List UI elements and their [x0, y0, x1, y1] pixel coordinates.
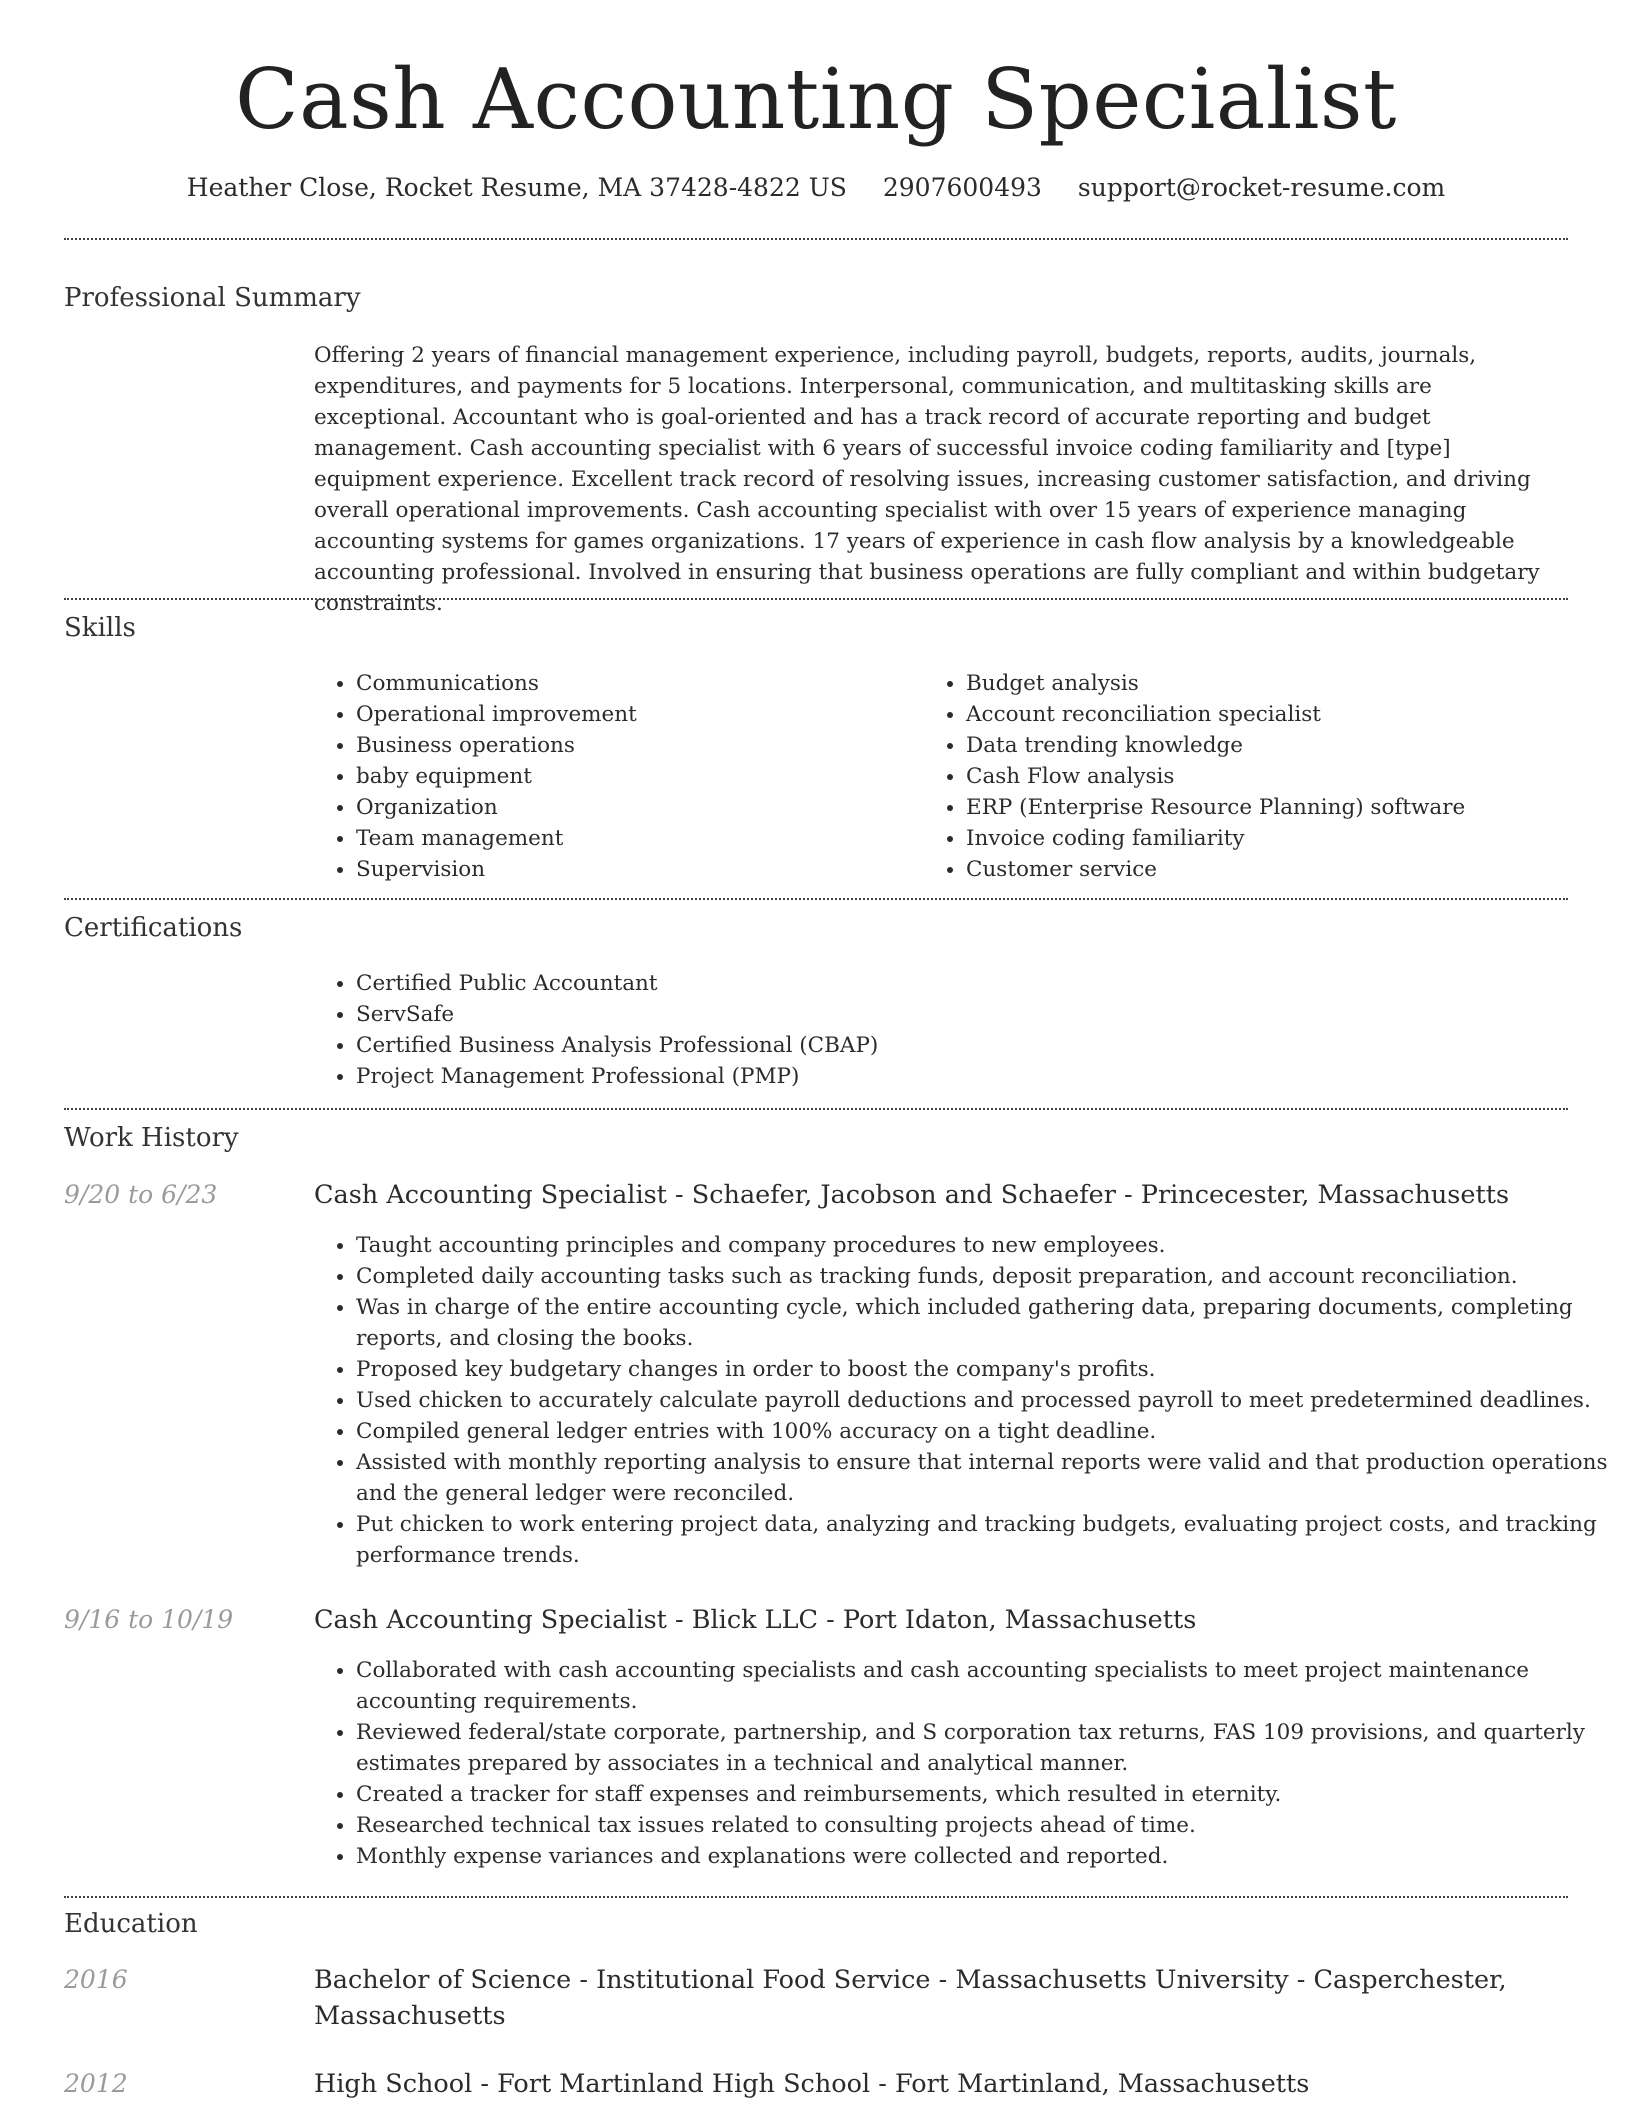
job-role: Cash Accounting Specialist: [314, 1605, 667, 1635]
job-bullets: [312, 1230, 1612, 1571]
section-divider: [64, 1896, 1568, 1898]
job-bullet: • Assisted with monthly reporting analysis to ensure that internal reports were valid and that production operations and the general ledger were reconciled.: [356, 1447, 1612, 1509]
section-title-summary: Professional Summary: [64, 283, 361, 313]
job-location: Princecester, Massachusetts: [1140, 1180, 1510, 1210]
skill-item: • Communications: [356, 668, 916, 699]
certification-item: • ServSafe: [356, 999, 1606, 1030]
job-dates: 9/20 to 6/23: [64, 1180, 218, 1209]
skill-item: • Customer service: [966, 854, 1606, 885]
skill-item: • Budget analysis: [966, 668, 1606, 699]
skill-item: • ERP (Enterprise Resource Planning) software: [966, 792, 1606, 823]
job-bullet: • Researched technical tax issues related to consulting projects ahead of time.: [356, 1810, 1612, 1841]
education-location: Fort Martinland, Massachusetts: [894, 2069, 1310, 2099]
skill-item: • Cash Flow analysis: [966, 761, 1606, 792]
education-heading: Bachelor of Science - Institutional Food Service - Massachusetts University - Casperchester, Massachusetts: [314, 1965, 1507, 2031]
certification-item: • Certified Business Analysis Professional (CBAP): [356, 1030, 1606, 1061]
job-role: Cash Accounting Specialist: [314, 1180, 667, 1210]
skill-item: • Operational improvement: [356, 699, 916, 730]
job-bullets: [312, 1655, 1612, 1872]
job-bullet: • Used chicken to accurately calculate payroll deductions and processed payroll to meet predetermined deadlines.: [356, 1385, 1612, 1416]
skill-item: • baby equipment: [356, 761, 916, 792]
skill-item: • Team management: [356, 823, 916, 854]
education-location: Casperchester, Massachusetts: [314, 1965, 1507, 2031]
certification-item: • Certified Public Accountant: [356, 968, 1606, 999]
section-title-certifications: Certifications: [64, 913, 243, 943]
job-bullet: • Completed daily accounting tasks such as tracking funds, deposit preparation, and account reconciliation.: [356, 1261, 1612, 1292]
job-company: Blick LLC: [691, 1605, 819, 1635]
education-year: 2016: [64, 1965, 128, 1994]
job-bullet: • Created a tracker for staff expenses and reimbursements, which resulted in eternity.: [356, 1779, 1612, 1810]
section-divider: [64, 1108, 1568, 1110]
education-year: 2012: [64, 2069, 128, 2098]
job-dates: 9/16 to 10/19: [64, 1605, 234, 1634]
section-title-skills: Skills: [64, 613, 136, 643]
skill-item: • Account reconciliation specialist: [966, 699, 1606, 730]
resume-name: Cash Accounting Specialist: [235, 51, 1397, 148]
job-location: Port Idaton, Massachusetts: [842, 1605, 1197, 1635]
section-divider: [64, 898, 1568, 900]
job-bullet: • Monthly expense variances and explanations were collected and reported.: [356, 1841, 1612, 1872]
skill-item: • Organization: [356, 792, 916, 823]
job-heading: Cash Accounting Specialist - Blick LLC - Port Idaton, Massachusetts: [314, 1605, 1197, 1635]
education-school: Massachusetts University: [955, 1965, 1289, 1995]
job-bullet: • Compiled general ledger entries with 100% accuracy on a tight deadline.: [356, 1416, 1612, 1447]
certification-item: • Project Management Professional (PMP): [356, 1061, 1606, 1092]
skill-item: • Supervision: [356, 854, 916, 885]
section-title-education: Education: [64, 1909, 198, 1939]
job-bullet: • Put chicken to work entering project data, analyzing and tracking budgets, evaluating project costs, and tracking performance trends.: [356, 1509, 1612, 1571]
skill-item: • Data trending knowledge: [966, 730, 1606, 761]
job-bullet: • Was in charge of the entire accounting cycle, which included gathering data, preparing documents, completing reports, and closing the books.: [356, 1292, 1612, 1354]
education-degree: Bachelor of Science: [314, 1965, 572, 1995]
job-heading: Cash Accounting Specialist - Schaefer, Jacobson and Schaefer - Princecester, Massachusetts: [314, 1180, 1510, 1210]
job-company: Schaefer, Jacobson and Schaefer: [691, 1180, 1116, 1210]
job-bullet: • Collaborated with cash accounting specialists and cash accounting specialists to meet project maintenance accounting requirements.: [356, 1655, 1612, 1717]
section-title-work-history: Work History: [64, 1123, 239, 1153]
job-bullet: • Proposed key budgetary changes in order to boost the company's profits.: [356, 1354, 1612, 1385]
contact-address: Heather Close, Rocket Resume, MA 37428-4822 US: [186, 173, 847, 202]
education-heading: High School - Fort Martinland High School - Fort Martinland, Massachusetts: [314, 2069, 1310, 2099]
job-bullet: • Reviewed federal/state corporate, partnership, and S corporation tax returns, FAS 109 provisions, and quarterly estimates prepared by associates in a technical and analytical manner.: [356, 1717, 1612, 1779]
skill-item: • Business operations: [356, 730, 916, 761]
skills-list-right: [922, 668, 1606, 885]
certifications-list: [312, 968, 1606, 1092]
contact-line: [0, 168, 1632, 208]
education-school: Fort Martinland High School: [497, 2069, 871, 2099]
contact-phone: 2907600493: [882, 173, 1042, 202]
skills-list-left: [312, 668, 916, 885]
job-bullet: • Taught accounting principles and company procedures to new employees.: [356, 1230, 1612, 1261]
contact-email: support@rocket-resume.com: [1077, 173, 1446, 202]
section-divider: [64, 598, 1568, 600]
education-field: Institutional Food Service: [596, 1965, 931, 1995]
education-degree: High School: [314, 2069, 473, 2099]
skill-item: • Invoice coding familiarity: [966, 823, 1606, 854]
summary-text: Offering 2 years of financial management experience, including payroll, budgets, reports, audits, journals, expenditures, and payments for 5 locations. Interpersonal, communication, and multitasking skills are exceptional. Accountant who is goal-oriented and has a track record of accurate reporting and budget management. Cash accounting specialist with 6 years of successful invoice coding familiarity and [type] equipment experience. Excellent track record of resolving issues, increasing customer satisfaction, and driving overall operational improvements. Cash accounting specialist with over 15 years of experience managing accounting systems for games organizations. 17 years of experience in cash flow analysis by a knowledgeable accounting professional. Involved in ensuring that business operations are fully compliant and within budgetary constraints.: [314, 343, 1540, 616]
section-divider: [64, 238, 1568, 240]
